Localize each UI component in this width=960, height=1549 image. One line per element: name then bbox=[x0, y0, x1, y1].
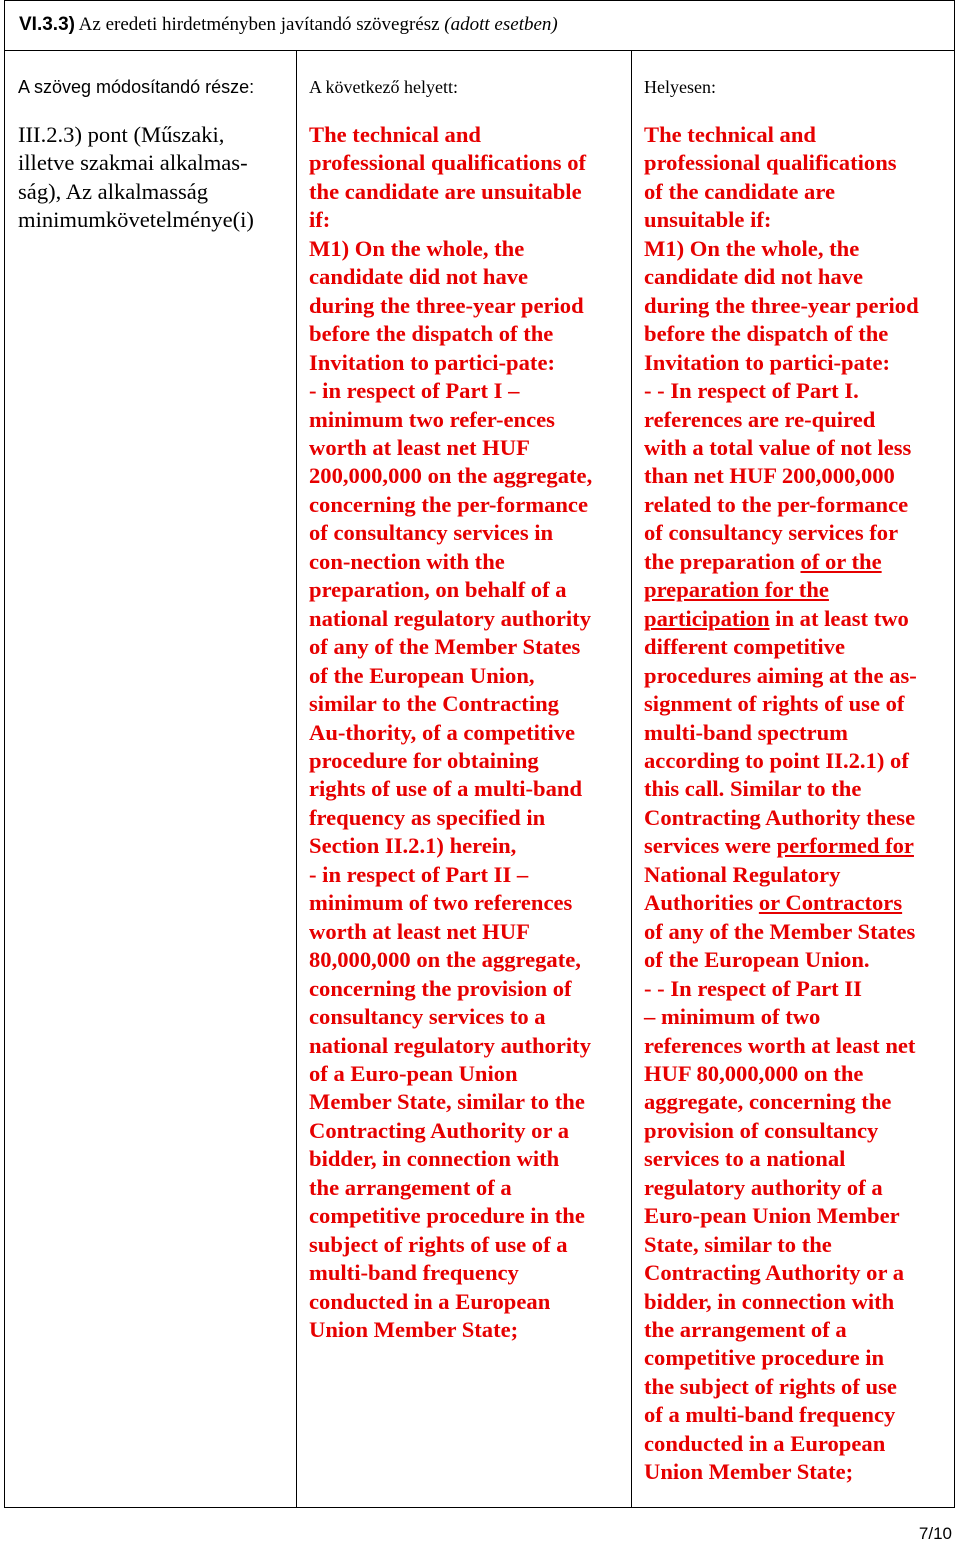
text-segment: unsuitable if: bbox=[644, 207, 772, 233]
text-line bbox=[644, 349, 919, 377]
text-line: M1) On the whole, the bbox=[309, 235, 525, 261]
text-segment: provision of consultancy bbox=[644, 1117, 879, 1143]
text-line bbox=[644, 406, 919, 434]
underlined-text: or Contractors bbox=[758, 890, 903, 916]
text-line: The technical and bbox=[309, 122, 481, 147]
text-segment: signment of rights of use of bbox=[644, 691, 905, 717]
text-segment: – minimum of two bbox=[644, 1004, 821, 1030]
section-note: (adott esetben) bbox=[444, 14, 558, 35]
text-segment: the preparation bbox=[644, 548, 801, 574]
text-line bbox=[644, 178, 919, 206]
text-segment: of the candidate are bbox=[644, 178, 835, 204]
text-line bbox=[644, 1344, 919, 1372]
column-correct bbox=[631, 51, 956, 1507]
text-line bbox=[644, 1288, 919, 1316]
text-line: worth at least net HUF bbox=[309, 918, 530, 944]
text-line: con-nection with the bbox=[309, 548, 505, 574]
text-line bbox=[644, 1231, 919, 1259]
text-segment: professional qualifications bbox=[644, 150, 897, 176]
column-body-correct bbox=[644, 121, 919, 1487]
text-segment: of consultancy services for bbox=[644, 520, 899, 546]
column-heading-correct: Helyesen: bbox=[644, 77, 716, 97]
text-line: the arrangement of a bbox=[309, 1174, 512, 1200]
text-line bbox=[644, 633, 919, 661]
text-line: of any of the Member States bbox=[309, 634, 581, 660]
text-line: 200,000,000 on the aggregate, bbox=[309, 463, 593, 489]
text-line bbox=[644, 605, 919, 633]
text-segment: Invitation to partici-pate: bbox=[644, 349, 890, 375]
text-line bbox=[644, 434, 919, 462]
text-segment: procedures aiming at the as- bbox=[644, 662, 917, 688]
text-segment: this call. Similar to the bbox=[644, 776, 862, 802]
text-line: III.2.3) pont (Műszaki, bbox=[18, 122, 225, 147]
text-line bbox=[644, 1373, 919, 1401]
text-line bbox=[644, 889, 919, 917]
text-segment: - - In respect of Part II bbox=[644, 975, 862, 1001]
text-segment: candidate did not have bbox=[644, 264, 864, 290]
text-segment: before the dispatch of the bbox=[644, 321, 889, 347]
text-segment: bidder, in connection with bbox=[644, 1288, 895, 1314]
text-segment: services were bbox=[644, 833, 777, 859]
text-segment: conducted in a European bbox=[644, 1430, 886, 1456]
text-line bbox=[644, 1316, 919, 1344]
section-title bbox=[19, 14, 558, 36]
text-line: of the European Union, bbox=[309, 662, 535, 688]
text-line: if: bbox=[309, 207, 331, 233]
text-segment: aggregate, concerning the bbox=[644, 1089, 892, 1115]
text-line bbox=[644, 1003, 919, 1031]
text-line bbox=[644, 292, 919, 320]
text-line: rights of use of a multi-band bbox=[309, 776, 583, 802]
text-line: Invitation to partici-pate: bbox=[309, 349, 555, 375]
text-line: Member State, similar to the bbox=[309, 1089, 585, 1115]
text-line bbox=[644, 1088, 919, 1116]
text-segment: multi-band spectrum bbox=[644, 719, 848, 745]
text-line bbox=[644, 1259, 919, 1287]
section-text: Az eredeti hirdetményben javítandó szövegrész bbox=[74, 14, 445, 35]
amendment-table bbox=[4, 0, 955, 1508]
text-line bbox=[644, 235, 919, 263]
text-line bbox=[644, 519, 919, 547]
text-segment: National Regulatory bbox=[644, 861, 841, 887]
text-line bbox=[644, 1202, 919, 1230]
text-line: - in respect of Part II – bbox=[309, 861, 529, 887]
text-line: of a Euro-pean Union bbox=[309, 1060, 518, 1086]
text-line: the candidate are unsuitable bbox=[309, 178, 582, 204]
text-line bbox=[644, 804, 919, 832]
text-line: similar to the Contracting bbox=[309, 691, 559, 717]
text-line: professional qualifications of bbox=[309, 150, 587, 176]
text-line bbox=[644, 1458, 919, 1486]
text-line bbox=[644, 719, 919, 747]
text-segment: the subject of rights of use bbox=[644, 1373, 897, 1399]
text-line: minimumkövetelménye(i) bbox=[18, 207, 254, 233]
text-segment: services to a national bbox=[644, 1146, 846, 1172]
column-heading-original: A szöveg módosítandó része: bbox=[18, 77, 255, 97]
text-line: bidder, in connection with bbox=[309, 1146, 560, 1172]
text-segment: references worth at least net bbox=[644, 1032, 916, 1058]
text-segment: during the three-year period bbox=[644, 292, 919, 318]
column-original-part bbox=[5, 51, 296, 1507]
text-line: candidate did not have bbox=[309, 264, 529, 290]
text-segment: according to point II.2.1) of bbox=[644, 747, 909, 773]
text-line bbox=[644, 320, 919, 348]
section-header bbox=[5, 1, 954, 51]
text-segment: State, similar to the bbox=[644, 1231, 832, 1257]
text-line: minimum of two references bbox=[309, 890, 573, 916]
text-line bbox=[644, 747, 919, 775]
text-segment: of a multi-band frequency bbox=[644, 1402, 896, 1428]
text-line bbox=[644, 263, 919, 291]
text-line: before the dispatch of the bbox=[309, 321, 554, 347]
column-instead-of bbox=[296, 51, 631, 1507]
text-line: 80,000,000 on the aggregate, bbox=[309, 947, 581, 973]
text-line bbox=[644, 1032, 919, 1060]
column-body-instead-of bbox=[309, 121, 592, 1344]
text-line bbox=[644, 377, 919, 405]
text-line: national regulatory authority bbox=[309, 605, 592, 631]
text-line bbox=[644, 918, 919, 946]
text-line bbox=[644, 206, 919, 234]
text-line bbox=[644, 576, 919, 604]
column-heading-instead-of: A következő helyett: bbox=[309, 77, 458, 97]
text-line bbox=[644, 1174, 919, 1202]
text-line: of consultancy services in bbox=[309, 520, 554, 546]
text-segment: regulatory authority of a bbox=[644, 1174, 883, 1200]
text-line: preparation, on behalf of a bbox=[309, 577, 567, 603]
text-line: minimum two refer-ences bbox=[309, 406, 555, 432]
text-line: competitive procedure in the bbox=[309, 1203, 585, 1229]
text-segment: references are re-quired bbox=[644, 406, 876, 432]
text-line bbox=[644, 121, 919, 149]
text-line bbox=[644, 1145, 919, 1173]
text-line bbox=[644, 946, 919, 974]
text-line: subject of rights of use of a bbox=[309, 1231, 568, 1257]
text-line bbox=[644, 832, 919, 860]
text-line: Au-thority, of a competitive bbox=[309, 719, 576, 745]
underlined-text: preparation for the bbox=[644, 577, 829, 603]
text-line: - in respect of Part I – bbox=[309, 378, 520, 404]
text-segment: The technical and bbox=[644, 122, 816, 147]
text-line: ság), Az alkalmasság bbox=[18, 178, 209, 204]
text-line bbox=[644, 491, 919, 519]
text-line: concerning the per-formance bbox=[309, 491, 588, 517]
column-body-original bbox=[18, 121, 254, 235]
text-line: Union Member State; bbox=[309, 1317, 519, 1343]
text-line: multi-band frequency bbox=[309, 1260, 519, 1286]
text-line bbox=[644, 662, 919, 690]
text-line bbox=[644, 690, 919, 718]
text-segment: Euro-pean Union Member bbox=[644, 1203, 900, 1229]
underlined-text: performed for bbox=[776, 833, 914, 859]
text-segment: Union Member State; bbox=[644, 1459, 854, 1485]
text-line bbox=[644, 1060, 919, 1088]
text-line: concerning the provision of bbox=[309, 975, 572, 1001]
text-segment: of the European Union. bbox=[644, 947, 870, 973]
text-line bbox=[644, 149, 919, 177]
text-line bbox=[644, 1430, 919, 1458]
text-line: during the three-year period bbox=[309, 292, 584, 318]
text-line: procedure for obtaining bbox=[309, 747, 539, 773]
text-line bbox=[644, 462, 919, 490]
text-line: frequency as specified in bbox=[309, 804, 546, 830]
section-number: VI.3.3) bbox=[19, 14, 75, 35]
text-segment: in at least two bbox=[769, 605, 909, 631]
text-line bbox=[644, 1117, 919, 1145]
text-line bbox=[644, 975, 919, 1003]
text-line: Contracting Authority or a bbox=[309, 1117, 570, 1143]
text-segment: than net HUF 200,000,000 bbox=[644, 463, 895, 489]
text-line bbox=[644, 548, 919, 576]
underlined-text: of or the bbox=[800, 548, 882, 574]
text-line bbox=[644, 775, 919, 803]
text-segment: with a total value of not less bbox=[644, 434, 912, 460]
text-segment: competitive procedure in bbox=[644, 1345, 885, 1371]
text-line: consultancy services to a bbox=[309, 1004, 546, 1030]
text-line: illetve szakmai alkalmas- bbox=[18, 150, 248, 176]
text-line bbox=[644, 1401, 919, 1429]
text-line: Section II.2.1) herein, bbox=[309, 833, 517, 859]
text-segment: related to the per-formance bbox=[644, 491, 909, 517]
text-segment: the arrangement of a bbox=[644, 1317, 847, 1343]
text-segment: Authorities bbox=[644, 890, 759, 916]
text-segment: - - In respect of Part I. bbox=[644, 378, 859, 404]
text-segment: M1) On the whole, the bbox=[644, 235, 860, 261]
page-number: 7/10 bbox=[918, 1524, 952, 1543]
text-segment: Contracting Authority these bbox=[644, 804, 916, 830]
text-line: worth at least net HUF bbox=[309, 434, 530, 460]
text-segment: different competitive bbox=[644, 634, 845, 660]
text-segment: HUF 80,000,000 on the bbox=[644, 1060, 864, 1086]
text-line: national regulatory authority bbox=[309, 1032, 592, 1058]
text-segment: of any of the Member States bbox=[644, 918, 916, 944]
text-line bbox=[644, 861, 919, 889]
text-line: conducted in a European bbox=[309, 1288, 551, 1314]
underlined-text: participation bbox=[644, 605, 770, 631]
text-segment: Contracting Authority or a bbox=[644, 1260, 905, 1286]
